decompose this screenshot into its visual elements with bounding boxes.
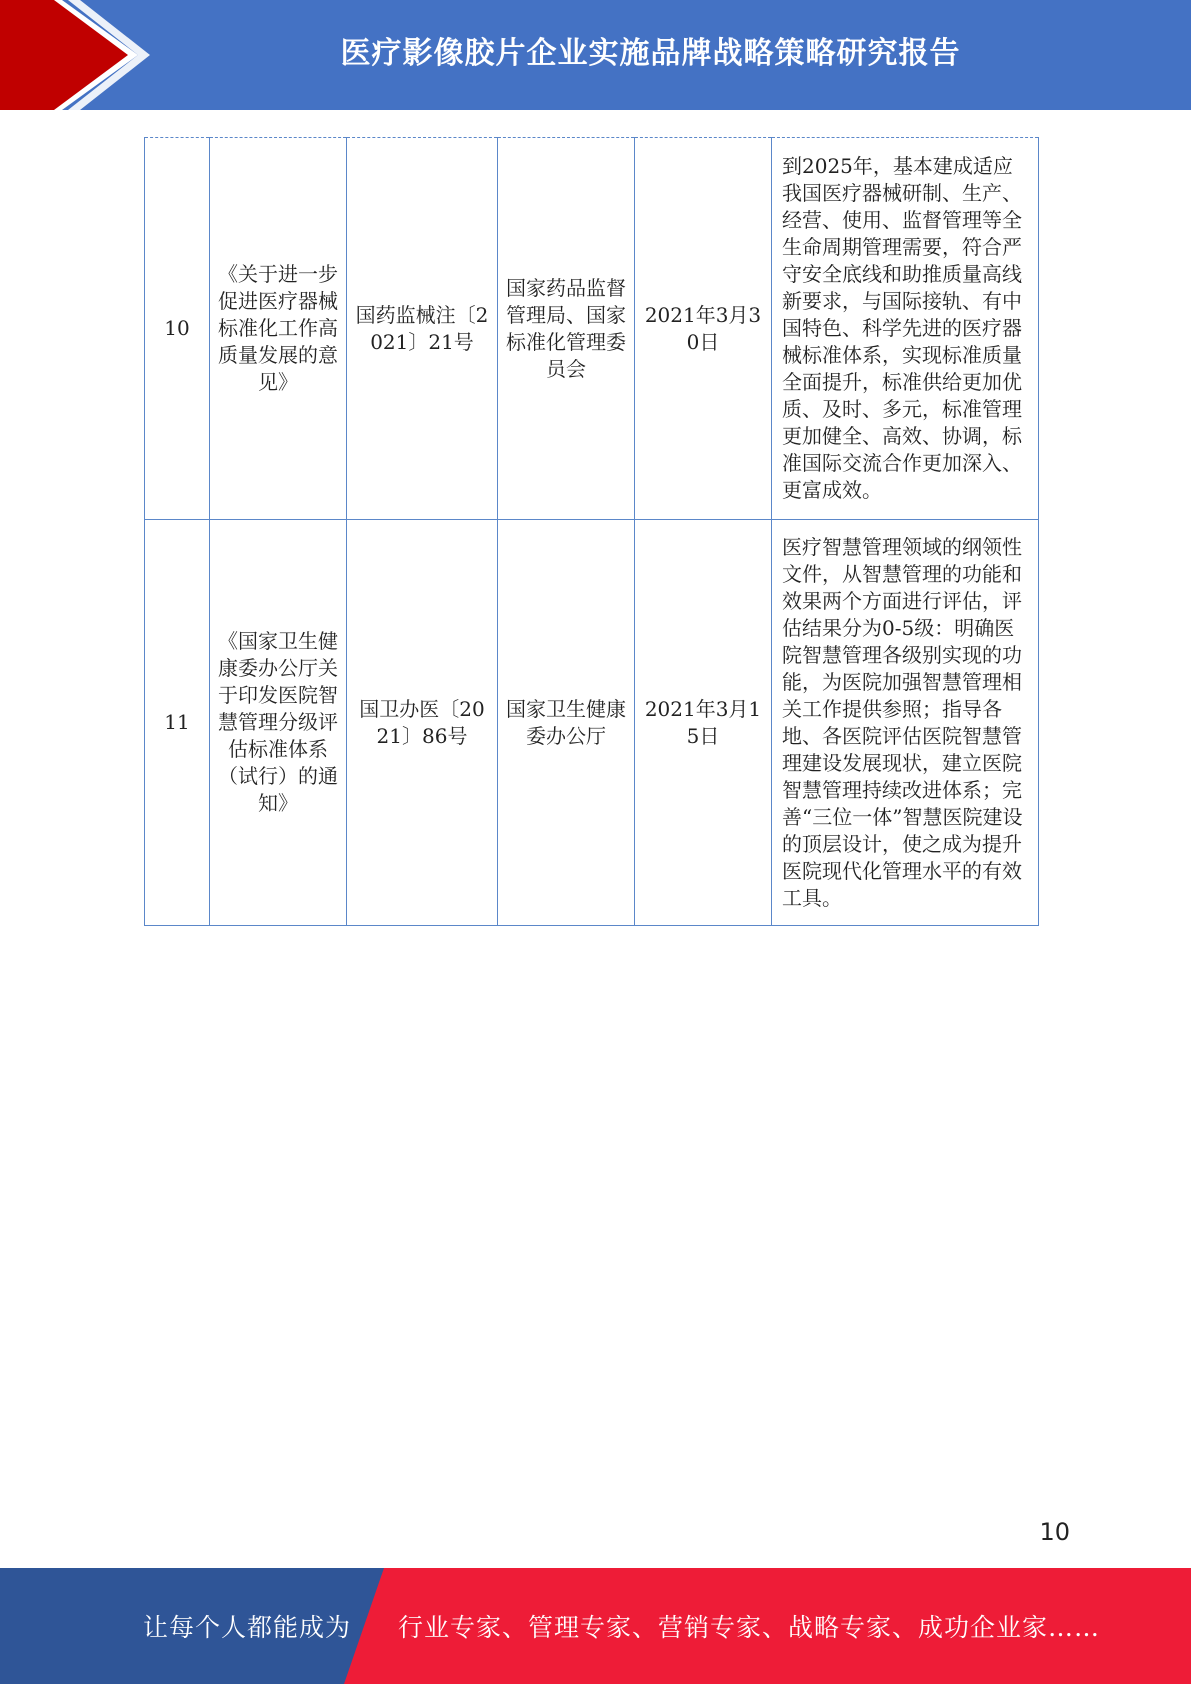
issue-date: 2021年3月30日 — [635, 138, 772, 520]
page-header — [0, 0, 1191, 110]
row-number: 10 — [145, 138, 210, 520]
footer-slogan-right: 行业专家、管理专家、营销专家、战略专家、成功企业家…… — [398, 1613, 1101, 1642]
issue-date: 2021年3月15日 — [635, 520, 772, 926]
policy-name: 《关于进一步促进医疗器械标准化工作高质量发展的意见》 — [210, 138, 347, 520]
policy-content: 医疗智慧管理领域的纲领性文件，从智慧管理的功能和效果两个方面进行评估，评估结果分为0-5级：明确医院智慧管理各级别实现的功能，为医院加强智慧管理相关工作提供参照；指导各地、各医院评估医院智慧管理建设发展现状，建立医院智慧管理持续改进体系；完善“三位一体”智慧医院建设的顶层设计，使之成为提升医院现代化管理水平的有效工具。 — [772, 520, 1039, 926]
policy-name: 《国家卫生健康委办公厅关于印发医院智慧管理分级评估标准体系（试行）的通知》 — [210, 520, 347, 926]
footer-slogan-left: 让每个人都能成为 — [143, 1613, 352, 1642]
page-footer — [0, 1568, 1191, 1684]
policy-table — [144, 137, 1039, 926]
header-chevron-decoration — [0, 0, 160, 110]
issuing-authority: 国家卫生健康委办公厅 — [498, 520, 635, 926]
table-row — [145, 520, 1039, 926]
page-number: 10 — [1039, 1518, 1070, 1546]
table-row — [145, 138, 1039, 520]
document-number: 国药监械注〔2021〕21号 — [347, 138, 498, 520]
policy-content: 到2025年，基本建成适应我国医疗器械研制、生产、经营、使用、监督管理等全生命周期管理需要，符合严守安全底线和助推质量高线新要求，与国际接轨、有中国特色、科学先进的医疗器械标准体系，实现标准质量全面提升，标准供给更加优质、及时、多元，标准管理更加健全、高效、协调，标准国际交流合作更加深入、更富成效。 — [772, 138, 1039, 520]
issuing-authority: 国家药品监督管理局、国家标准化管理委员会 — [498, 138, 635, 520]
document-number: 国卫办医〔2021〕86号 — [347, 520, 498, 926]
report-title: 医疗影像胶片企业实施品牌战略策略研究报告 — [340, 36, 961, 71]
row-number: 11 — [145, 520, 210, 926]
